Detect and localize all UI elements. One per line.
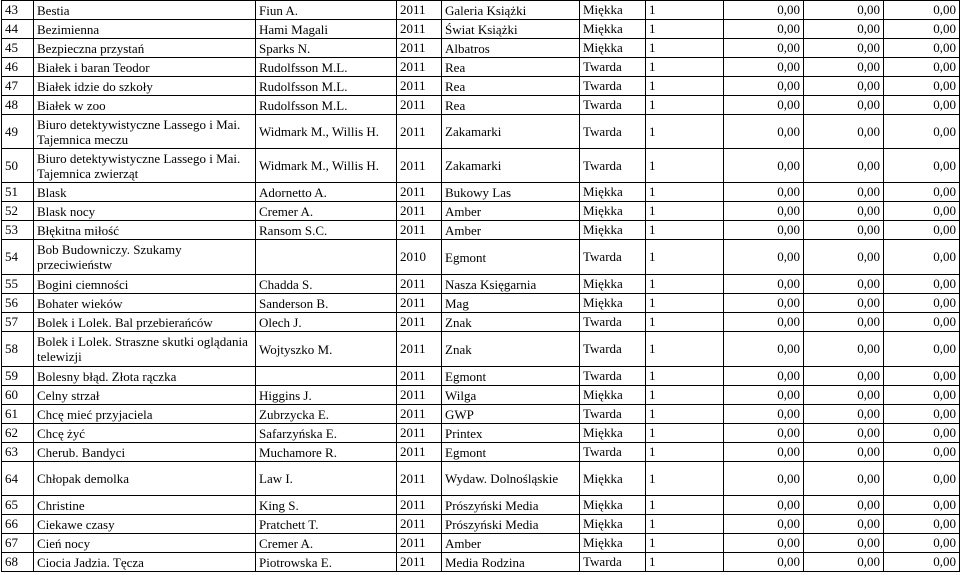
table-row bbox=[2, 20, 960, 39]
author-cell: Zubrzycka E. bbox=[256, 405, 397, 424]
publisher-cell: GWP bbox=[442, 405, 580, 424]
author-cell bbox=[256, 367, 397, 386]
title-cell: Błękitna miłość bbox=[34, 221, 256, 240]
author-cell: Widmark M., Willis H. bbox=[256, 149, 397, 183]
cover-cell: Twarda bbox=[580, 367, 646, 386]
table-row bbox=[2, 553, 960, 572]
row-number: 62 bbox=[2, 424, 34, 443]
cover-cell: Miękka bbox=[580, 534, 646, 553]
row-number: 64 bbox=[2, 462, 34, 496]
value-cell-2: 0,00 bbox=[804, 386, 884, 405]
cover-cell: Miękka bbox=[580, 386, 646, 405]
value-cell-2: 0,00 bbox=[804, 405, 884, 424]
author-cell: Ransom S.C. bbox=[256, 221, 397, 240]
value-cell-2: 0,00 bbox=[804, 1, 884, 20]
quantity-cell: 1 bbox=[646, 96, 724, 115]
publisher-cell: Amber bbox=[442, 534, 580, 553]
cover-cell: Twarda bbox=[580, 58, 646, 77]
value-cell-1: 0,00 bbox=[724, 1, 804, 20]
value-cell-1: 0,00 bbox=[724, 221, 804, 240]
publisher-cell: Amber bbox=[442, 221, 580, 240]
quantity-cell: 1 bbox=[646, 294, 724, 313]
title-cell: Cherub. Bandyci bbox=[34, 443, 256, 462]
cover-cell: Miękka bbox=[580, 496, 646, 515]
value-cell-3: 0,00 bbox=[884, 275, 960, 294]
publisher-cell: Zakamarki bbox=[442, 115, 580, 149]
author-cell: Widmark M., Willis H. bbox=[256, 115, 397, 149]
value-cell-2: 0,00 bbox=[804, 149, 884, 183]
value-cell-2: 0,00 bbox=[804, 367, 884, 386]
value-cell-2: 0,00 bbox=[804, 462, 884, 496]
table-row bbox=[2, 424, 960, 443]
publisher-cell: Egmont bbox=[442, 367, 580, 386]
year-cell: 2011 bbox=[397, 221, 442, 240]
publisher-cell: Media Rodzina bbox=[442, 553, 580, 572]
title-cell: Bestia bbox=[34, 1, 256, 20]
title-cell: Bolek i Lolek. Bal przebierańców bbox=[34, 313, 256, 332]
value-cell-2: 0,00 bbox=[804, 240, 884, 275]
title-cell: Bezimienna bbox=[34, 20, 256, 39]
row-number: 67 bbox=[2, 534, 34, 553]
publisher-cell: Znak bbox=[442, 313, 580, 332]
publisher-cell: Znak bbox=[442, 332, 580, 367]
title-cell: Bezpieczna przystań bbox=[34, 39, 256, 58]
value-cell-1: 0,00 bbox=[724, 405, 804, 424]
value-cell-2: 0,00 bbox=[804, 313, 884, 332]
value-cell-2: 0,00 bbox=[804, 294, 884, 313]
cover-cell: Twarda bbox=[580, 149, 646, 183]
author-cell: Higgins J. bbox=[256, 386, 397, 405]
quantity-cell: 1 bbox=[646, 386, 724, 405]
quantity-cell: 1 bbox=[646, 115, 724, 149]
author-cell: King S. bbox=[256, 496, 397, 515]
title-cell: Ciocia Jadzia. Tęcza bbox=[34, 553, 256, 572]
author-cell: Sparks N. bbox=[256, 39, 397, 58]
cover-cell: Miękka bbox=[580, 294, 646, 313]
value-cell-2: 0,00 bbox=[804, 534, 884, 553]
value-cell-2: 0,00 bbox=[804, 202, 884, 221]
value-cell-2: 0,00 bbox=[804, 424, 884, 443]
row-number: 43 bbox=[2, 1, 34, 20]
title-cell: Christine bbox=[34, 496, 256, 515]
value-cell-1: 0,00 bbox=[724, 367, 804, 386]
row-number: 61 bbox=[2, 405, 34, 424]
table-row bbox=[2, 77, 960, 96]
value-cell-1: 0,00 bbox=[724, 313, 804, 332]
book-inventory-table bbox=[1, 0, 960, 572]
table-row bbox=[2, 221, 960, 240]
cover-cell: Twarda bbox=[580, 405, 646, 424]
publisher-cell: Egmont bbox=[442, 240, 580, 275]
value-cell-3: 0,00 bbox=[884, 294, 960, 313]
table-row bbox=[2, 515, 960, 534]
publisher-cell: Zakamarki bbox=[442, 149, 580, 183]
value-cell-2: 0,00 bbox=[804, 39, 884, 58]
table-row bbox=[2, 313, 960, 332]
author-cell: Muchamore R. bbox=[256, 443, 397, 462]
quantity-cell: 1 bbox=[646, 240, 724, 275]
cover-cell: Twarda bbox=[580, 96, 646, 115]
title-cell: Biuro detektywistyczne Lassego i Mai. Tajemnica meczu bbox=[34, 115, 256, 149]
row-number: 59 bbox=[2, 367, 34, 386]
author-cell: Chadda S. bbox=[256, 275, 397, 294]
row-number: 58 bbox=[2, 332, 34, 367]
table-row bbox=[2, 275, 960, 294]
row-number: 49 bbox=[2, 115, 34, 149]
value-cell-2: 0,00 bbox=[804, 443, 884, 462]
quantity-cell: 1 bbox=[646, 149, 724, 183]
table-row bbox=[2, 332, 960, 367]
table-row bbox=[2, 462, 960, 496]
year-cell: 2011 bbox=[397, 424, 442, 443]
value-cell-1: 0,00 bbox=[724, 496, 804, 515]
year-cell: 2011 bbox=[397, 202, 442, 221]
value-cell-3: 0,00 bbox=[884, 20, 960, 39]
row-number: 50 bbox=[2, 149, 34, 183]
author-cell: Rudolfsson M.L. bbox=[256, 96, 397, 115]
quantity-cell: 1 bbox=[646, 367, 724, 386]
cover-cell: Miękka bbox=[580, 462, 646, 496]
cover-cell: Miękka bbox=[580, 1, 646, 20]
cover-cell: Twarda bbox=[580, 313, 646, 332]
title-cell: Białek w zoo bbox=[34, 96, 256, 115]
title-cell: Cień nocy bbox=[34, 534, 256, 553]
row-number: 45 bbox=[2, 39, 34, 58]
quantity-cell: 1 bbox=[646, 77, 724, 96]
row-number: 53 bbox=[2, 221, 34, 240]
value-cell-1: 0,00 bbox=[724, 534, 804, 553]
row-number: 66 bbox=[2, 515, 34, 534]
publisher-cell: Printex bbox=[442, 424, 580, 443]
cover-cell: Miękka bbox=[580, 275, 646, 294]
quantity-cell: 1 bbox=[646, 443, 724, 462]
value-cell-2: 0,00 bbox=[804, 96, 884, 115]
author-cell: Fiun A. bbox=[256, 1, 397, 20]
quantity-cell: 1 bbox=[646, 20, 724, 39]
cover-cell: Miękka bbox=[580, 221, 646, 240]
title-cell: Bob Budowniczy. Szukamy przeciwieństw bbox=[34, 240, 256, 275]
publisher-cell: Nasza Księgarnia bbox=[442, 275, 580, 294]
value-cell-1: 0,00 bbox=[724, 96, 804, 115]
value-cell-2: 0,00 bbox=[804, 183, 884, 202]
value-cell-3: 0,00 bbox=[884, 553, 960, 572]
value-cell-1: 0,00 bbox=[724, 149, 804, 183]
author-cell: Cremer A. bbox=[256, 534, 397, 553]
cover-cell: Miękka bbox=[580, 202, 646, 221]
year-cell: 2011 bbox=[397, 443, 442, 462]
year-cell: 2011 bbox=[397, 332, 442, 367]
row-number: 44 bbox=[2, 20, 34, 39]
year-cell: 2011 bbox=[397, 515, 442, 534]
value-cell-3: 0,00 bbox=[884, 386, 960, 405]
author-cell: Rudolfsson M.L. bbox=[256, 77, 397, 96]
value-cell-2: 0,00 bbox=[804, 515, 884, 534]
row-number: 52 bbox=[2, 202, 34, 221]
author-cell bbox=[256, 240, 397, 275]
table-row bbox=[2, 149, 960, 183]
quantity-cell: 1 bbox=[646, 313, 724, 332]
table-row bbox=[2, 386, 960, 405]
row-number: 65 bbox=[2, 496, 34, 515]
value-cell-1: 0,00 bbox=[724, 39, 804, 58]
value-cell-1: 0,00 bbox=[724, 20, 804, 39]
value-cell-2: 0,00 bbox=[804, 115, 884, 149]
title-cell: Bohater wieków bbox=[34, 294, 256, 313]
value-cell-1: 0,00 bbox=[724, 77, 804, 96]
value-cell-3: 0,00 bbox=[884, 515, 960, 534]
value-cell-1: 0,00 bbox=[724, 294, 804, 313]
year-cell: 2011 bbox=[397, 462, 442, 496]
publisher-cell: Wilga bbox=[442, 386, 580, 405]
value-cell-3: 0,00 bbox=[884, 240, 960, 275]
publisher-cell: Rea bbox=[442, 77, 580, 96]
publisher-cell: Prószyński Media bbox=[442, 496, 580, 515]
year-cell: 2011 bbox=[397, 77, 442, 96]
table-row bbox=[2, 405, 960, 424]
quantity-cell: 1 bbox=[646, 462, 724, 496]
publisher-cell: Świat Książki bbox=[442, 20, 580, 39]
value-cell-3: 0,00 bbox=[884, 1, 960, 20]
cover-cell: Twarda bbox=[580, 443, 646, 462]
cover-cell: Miękka bbox=[580, 424, 646, 443]
year-cell: 2011 bbox=[397, 39, 442, 58]
quantity-cell: 1 bbox=[646, 1, 724, 20]
cover-cell: Miękka bbox=[580, 515, 646, 534]
cover-cell: Twarda bbox=[580, 553, 646, 572]
value-cell-3: 0,00 bbox=[884, 77, 960, 96]
year-cell: 2011 bbox=[397, 294, 442, 313]
value-cell-3: 0,00 bbox=[884, 149, 960, 183]
value-cell-1: 0,00 bbox=[724, 275, 804, 294]
title-cell: Blask nocy bbox=[34, 202, 256, 221]
value-cell-1: 0,00 bbox=[724, 240, 804, 275]
year-cell: 2010 bbox=[397, 240, 442, 275]
table-row bbox=[2, 294, 960, 313]
value-cell-3: 0,00 bbox=[884, 332, 960, 367]
cover-cell: Twarda bbox=[580, 240, 646, 275]
quantity-cell: 1 bbox=[646, 183, 724, 202]
cover-cell: Twarda bbox=[580, 77, 646, 96]
value-cell-1: 0,00 bbox=[724, 115, 804, 149]
value-cell-2: 0,00 bbox=[804, 496, 884, 515]
row-number: 60 bbox=[2, 386, 34, 405]
year-cell: 2011 bbox=[397, 367, 442, 386]
year-cell: 2011 bbox=[397, 96, 442, 115]
table-row bbox=[2, 96, 960, 115]
title-cell: Bolek i Lolek. Straszne skutki oglądania telewizji bbox=[34, 332, 256, 367]
publisher-cell: Rea bbox=[442, 58, 580, 77]
row-number: 63 bbox=[2, 443, 34, 462]
value-cell-3: 0,00 bbox=[884, 424, 960, 443]
year-cell: 2011 bbox=[397, 405, 442, 424]
year-cell: 2011 bbox=[397, 58, 442, 77]
title-cell: Białek i baran Teodor bbox=[34, 58, 256, 77]
author-cell: Law I. bbox=[256, 462, 397, 496]
author-cell: Piotrowska E. bbox=[256, 553, 397, 572]
row-number: 48 bbox=[2, 96, 34, 115]
author-cell: Sanderson B. bbox=[256, 294, 397, 313]
value-cell-1: 0,00 bbox=[724, 183, 804, 202]
author-cell: Pratchett T. bbox=[256, 515, 397, 534]
title-cell: Chcę żyć bbox=[34, 424, 256, 443]
value-cell-2: 0,00 bbox=[804, 332, 884, 367]
quantity-cell: 1 bbox=[646, 553, 724, 572]
value-cell-1: 0,00 bbox=[724, 515, 804, 534]
year-cell: 2011 bbox=[397, 313, 442, 332]
value-cell-1: 0,00 bbox=[724, 386, 804, 405]
year-cell: 2011 bbox=[397, 553, 442, 572]
author-cell: Safarzyńska E. bbox=[256, 424, 397, 443]
value-cell-1: 0,00 bbox=[724, 58, 804, 77]
title-cell: Chcę mieć przyjaciela bbox=[34, 405, 256, 424]
year-cell: 2011 bbox=[397, 275, 442, 294]
title-cell: Blask bbox=[34, 183, 256, 202]
row-number: 56 bbox=[2, 294, 34, 313]
author-cell: Adornetto A. bbox=[256, 183, 397, 202]
table-row bbox=[2, 496, 960, 515]
cover-cell: Miękka bbox=[580, 183, 646, 202]
table-row bbox=[2, 58, 960, 77]
quantity-cell: 1 bbox=[646, 275, 724, 294]
quantity-cell: 1 bbox=[646, 515, 724, 534]
value-cell-3: 0,00 bbox=[884, 183, 960, 202]
row-number: 47 bbox=[2, 77, 34, 96]
value-cell-1: 0,00 bbox=[724, 443, 804, 462]
value-cell-1: 0,00 bbox=[724, 553, 804, 572]
value-cell-3: 0,00 bbox=[884, 313, 960, 332]
value-cell-2: 0,00 bbox=[804, 58, 884, 77]
value-cell-3: 0,00 bbox=[884, 39, 960, 58]
publisher-cell: Galeria Książki bbox=[442, 1, 580, 20]
quantity-cell: 1 bbox=[646, 221, 724, 240]
cover-cell: Twarda bbox=[580, 115, 646, 149]
value-cell-3: 0,00 bbox=[884, 115, 960, 149]
author-cell: Wojtyszko M. bbox=[256, 332, 397, 367]
value-cell-2: 0,00 bbox=[804, 553, 884, 572]
row-number: 54 bbox=[2, 240, 34, 275]
title-cell: Celny strzał bbox=[34, 386, 256, 405]
table-body bbox=[2, 1, 960, 572]
quantity-cell: 1 bbox=[646, 424, 724, 443]
quantity-cell: 1 bbox=[646, 332, 724, 367]
value-cell-3: 0,00 bbox=[884, 462, 960, 496]
value-cell-3: 0,00 bbox=[884, 443, 960, 462]
row-number: 57 bbox=[2, 313, 34, 332]
table-row bbox=[2, 240, 960, 275]
table-row bbox=[2, 443, 960, 462]
title-cell: Ciekawe czasy bbox=[34, 515, 256, 534]
publisher-cell: Prószyński Media bbox=[442, 515, 580, 534]
table-row bbox=[2, 39, 960, 58]
value-cell-1: 0,00 bbox=[724, 424, 804, 443]
title-cell: Biuro detektywistyczne Lassego i Mai. Tajemnica zwierząt bbox=[34, 149, 256, 183]
year-cell: 2011 bbox=[397, 20, 442, 39]
year-cell: 2011 bbox=[397, 534, 442, 553]
author-cell: Olech J. bbox=[256, 313, 397, 332]
cover-cell: Twarda bbox=[580, 332, 646, 367]
value-cell-2: 0,00 bbox=[804, 275, 884, 294]
quantity-cell: 1 bbox=[646, 58, 724, 77]
publisher-cell: Amber bbox=[442, 202, 580, 221]
title-cell: Białek idzie do szkoły bbox=[34, 77, 256, 96]
year-cell: 2011 bbox=[397, 1, 442, 20]
year-cell: 2011 bbox=[397, 386, 442, 405]
table-row bbox=[2, 115, 960, 149]
value-cell-2: 0,00 bbox=[804, 221, 884, 240]
quantity-cell: 1 bbox=[646, 496, 724, 515]
row-number: 46 bbox=[2, 58, 34, 77]
quantity-cell: 1 bbox=[646, 39, 724, 58]
row-number: 55 bbox=[2, 275, 34, 294]
quantity-cell: 1 bbox=[646, 202, 724, 221]
value-cell-1: 0,00 bbox=[724, 332, 804, 367]
value-cell-3: 0,00 bbox=[884, 367, 960, 386]
value-cell-3: 0,00 bbox=[884, 534, 960, 553]
quantity-cell: 1 bbox=[646, 534, 724, 553]
value-cell-1: 0,00 bbox=[724, 462, 804, 496]
year-cell: 2011 bbox=[397, 496, 442, 515]
value-cell-3: 0,00 bbox=[884, 496, 960, 515]
value-cell-3: 0,00 bbox=[884, 405, 960, 424]
table-row bbox=[2, 534, 960, 553]
title-cell: Chłopak demolka bbox=[34, 462, 256, 496]
year-cell: 2011 bbox=[397, 183, 442, 202]
value-cell-3: 0,00 bbox=[884, 96, 960, 115]
quantity-cell: 1 bbox=[646, 405, 724, 424]
publisher-cell: Wydaw. Dolnośląskie bbox=[442, 462, 580, 496]
value-cell-2: 0,00 bbox=[804, 77, 884, 96]
cover-cell: Miękka bbox=[580, 39, 646, 58]
publisher-cell: Mag bbox=[442, 294, 580, 313]
title-cell: Bolesny błąd. Złota rączka bbox=[34, 367, 256, 386]
year-cell: 2011 bbox=[397, 115, 442, 149]
table-row bbox=[2, 202, 960, 221]
table-row bbox=[2, 1, 960, 20]
publisher-cell: Egmont bbox=[442, 443, 580, 462]
publisher-cell: Albatros bbox=[442, 39, 580, 58]
author-cell: Hami Magali bbox=[256, 20, 397, 39]
publisher-cell: Rea bbox=[442, 96, 580, 115]
table-row bbox=[2, 183, 960, 202]
value-cell-3: 0,00 bbox=[884, 221, 960, 240]
value-cell-1: 0,00 bbox=[724, 202, 804, 221]
value-cell-3: 0,00 bbox=[884, 58, 960, 77]
title-cell: Bogini ciemności bbox=[34, 275, 256, 294]
row-number: 51 bbox=[2, 183, 34, 202]
author-cell: Cremer A. bbox=[256, 202, 397, 221]
author-cell: Rudolfsson M.L. bbox=[256, 58, 397, 77]
cover-cell: Miękka bbox=[580, 20, 646, 39]
row-number: 68 bbox=[2, 553, 34, 572]
publisher-cell: Bukowy Las bbox=[442, 183, 580, 202]
value-cell-2: 0,00 bbox=[804, 20, 884, 39]
year-cell: 2011 bbox=[397, 149, 442, 183]
value-cell-3: 0,00 bbox=[884, 202, 960, 221]
table-row bbox=[2, 367, 960, 386]
